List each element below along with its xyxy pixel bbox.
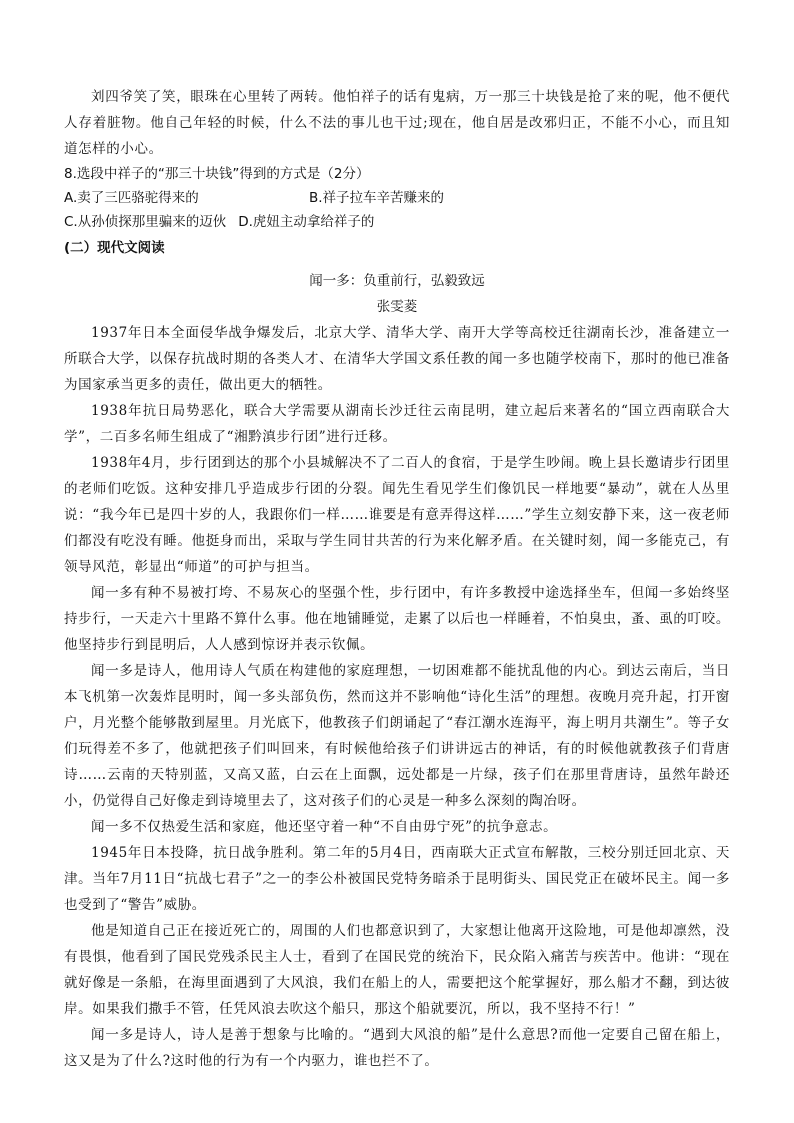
question-8 — [64, 162, 730, 234]
option-b: B.祥子拉车辛苦赚来的 — [309, 190, 445, 206]
article-title: 闻一多：负重前行，弘毅致远 — [309, 273, 485, 289]
question-8-stem: 8.选段中祥子的“那三十块钱”得到的方式是（2分） — [64, 166, 370, 182]
option-c: C.从孙侦探那里骗来的迈伙 — [64, 214, 227, 230]
section-heading: (二）现代文阅读 — [64, 240, 165, 256]
article-paragraph-9: 闻一多是诗人，诗人是善于想象与比喻的。“遇到大风浪的船”是什么意思?而他一定要自己留在船上，这又是为了什么?这时他的行为有一个内驱力，谁也拦不了。 — [64, 1027, 730, 1069]
excerpt-paragraph: 刘四爷笑了笑，眼珠在心里转了两转。他怕祥子的话有鬼病，万一那三十块钱是抢了来的呢，他不便代人存着脏物。他自己年轻的时候，什么不法的事儿也干过;现在，他自居是改邪归正，不能不小心，而且知道怎样的小心。 — [64, 89, 730, 157]
option-d: D.虎妞主动拿给祥子的 — [238, 214, 375, 230]
article-paragraph-6: 闻一多不仅热爱生活和家庭，他还坚守着一种“不自由毋宁死”的抗争意志。 — [91, 819, 558, 835]
article-paragraph-2: 1938年抗日局势恶化，联合大学需要从湖南长沙迁往云南昆明，建立起后来著名的“国立西南联合大学”，二百多名师生组成了“湘黔滇步行团”进行迁移。 — [64, 403, 730, 445]
article-paragraph-5: 闻一多是诗人，他用诗人气质在构建他的家庭理想，一切困难都不能扰乱他的内心。到达云南后，当日本飞机第一次轰炸昆明时，闻一多头部负伤，然而这并不影响他“诗化生活”的理想。夜晚月亮升起，打开窗户，月光整个能够散到屋里。月光底下，他教孩子们朗诵起了“春江潮水连海平，海上明月共潮生”。等子女们玩得差不多了，他就把孩子们叫回来，有时候他给孩子们讲讲远古的神话，有的时候他就教孩子们背唐诗……云南的天特别蓝，又高又蓝，白云在上面飘，远处都是一片绿，孩子们在那里背唐诗，虽然年龄还小，仍觉得自己好像走到诗境里去了，这对孩子们的心灵是一种多么深刻的陶冶呀。 — [64, 663, 730, 809]
article-paragraph-4: 闻一多有种不易被打垮、不易灰心的坚强个性，步行团中，有许多教授中途选择坐车，但闻一多始终坚持步行，一天走六十里路不算什么事。他在地铺睡觉，走累了以后也一样睡着，不怕臭虫，蚤、虱的叮咬。他坚持步行到昆明后，人人感到惊讶并表示钦佩。 — [64, 585, 730, 653]
article-paragraph-7: 1945年日本投降，抗日战争胜利。第二年的5月4日，西南联大正式宣布解散，三校分别迁回北京、天津。当年7月11日“抗战七君子”之一的李公朴被国民党特务暗杀于昆明街头、国民党正在破坏民主。闻一多也受到了“警告”威胁。 — [64, 845, 730, 913]
article-paragraph-1: 1937年日本全面侵华战争爆发后，北京大学、清华大学、南开大学等高校迁往湖南长沙，准备建立一所联合大学，以保存抗战时期的各类人才、在清华大学国文系任教的闻一多也随学校南下，那时的他已准备为国家承当更多的责任，做出更大的牺牲。 — [64, 325, 730, 393]
article-body — [64, 320, 730, 1074]
option-a: A.卖了三匹骆驼得来的 — [64, 190, 199, 206]
question-8-options-row-2 — [64, 210, 730, 234]
article-paragraph-3: 1938年4月，步行团到达的那个小县城解决不了二百人的食宿，于是学生吵闹。晚上县长邀请步行团里的老师们吃饭。这种安排几乎造成步行团的分裂。闻先生看见学生们像饥民一样地要“暴动”，就在人丛里说：“我今年已是四十岁的人，我跟你们一样……谁要是有意弄得这样……”学生立刻安静下来，这一夜老师们都没有吃没有睡。他挺身而出，采取与学生同甘共苦的行为来化解矛盾。在关键时刻，闻一多能克己，有领导风范，彰显出“师道”的可护与担当。 — [64, 455, 730, 575]
question-8-options-row-1 — [64, 186, 730, 210]
article-author: 张雯菱 — [376, 299, 418, 315]
article-paragraph-8: 他是知道自己正在接近死亡的，周围的人们也都意识到了，大家想让他离开这险地，可是他却凛然，没有畏惧，他看到了国民党残杀民主人士，看到了在国民党的统治下，民众陷入痛苦与疾苦中。他讲：“现在就好像是一条船，在海里面遇到了大风浪，我们在船上的人，需要把这个舵掌握好，那么船才不翻，到达彼岸。如果我们撒手不管，任凭风浪去吹这个船只，那这个船就要沉，所以，我不坚持不行！” — [64, 923, 730, 1017]
